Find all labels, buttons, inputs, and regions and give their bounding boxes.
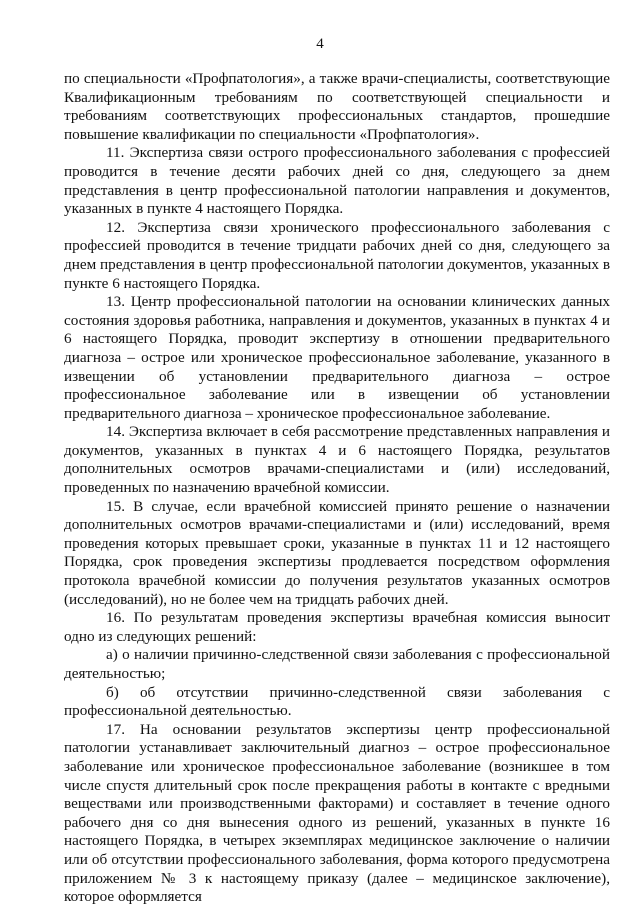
paragraph-16-b: б) об отсутствии причинно-следственной связи заболевания с профессиональной деятельностью. xyxy=(64,683,610,720)
page-number: 4 xyxy=(316,36,324,52)
paragraph-continuation: по специальности «Профпатология», а также врачи-специалисты, соответствующие Квалификационным требованиям по соответствующей специальности и требованиям соответствующих профессиональных стандартов, прошедшие повышение квалификации по специальности «Профпатология». xyxy=(64,70,610,143)
paragraph-14: 14. Экспертиза включает в себя рассмотрение представленных направления и документов, указанных в пунктах 4 и 6 настоящего Порядка, результатов дополнительных осмотров врачами-специалистами и (или) исследований, проведенных по назначению врачебной комиссии. xyxy=(64,423,610,497)
paragraph-17: 17. На основании результатов экспертизы центр профессиональной патологии устанавливает заключительный диагноз – острое профессиональное заболевание или хроническое профессиональное заболевание (возникшее в том числе спустя длительный срок после прекращения работы в контакте с вредными веществами или производственными факторами) и составляет в течение одного рабочего дня со дня вынесения одного из решений, указанных в пункте 16 настоящего Порядка, в четырех экземплярах медицинское заключение о наличии или об отсутствии профессионального заболевания, форма которого предусмотрена приложением № 3 к настоящему приказу (далее – медицинское заключение), которое оформляется xyxy=(64,720,610,906)
paragraph-16-a: а) о наличии причинно-следственной связи заболевания с профессиональной деятельностью; xyxy=(64,646,610,682)
paragraph-16: 16. По результатам проведения экспертизы врачебная комиссия выносит одно из следующих решений: xyxy=(64,609,610,645)
document-body xyxy=(64,70,610,907)
paragraph-11: 11. Экспертиза связи острого профессионального заболевания с профессией проводится в течение десяти рабочих дней со дня, следующего за днем представления в центр профессиональной патологии направления и документов, указанных в пункте 4 настоящего Порядка. xyxy=(64,144,610,218)
paragraph-15: 15. В случае, если врачебной комиссией принято решение о назначении дополнительных осмотров врачами-специалистами и (или) исследований, время проведения которых превышает сроки, указанные в пунктах 11 и 12 настоящего Порядка, срок проведения экспертизы продлевается посредством оформления протокола врачебной комиссии до получения результатов указанных осмотров (исследований), но не более чем на тридцать рабочих дней. xyxy=(64,497,610,608)
paragraph-12: 12. Экспертиза связи хронического профессионального заболевания с профессией проводится в течение тридцати рабочих дней со дня, следующего за днем представления в центр профессиональной патологии документов, указанных в пункте 6 настоящего Порядка. xyxy=(64,218,610,292)
paragraph-13: 13. Центр профессиональной патологии на основании клинических данных состояния здоровья работника, направления и документов, указанных в пунктах 4 и 6 настоящего Порядка, проводит экспертизу в отношении предварительного диагноза – острое или хроническое профессиональное заболевание, указанного в извещении об установлении предварительного диагноза – острое профессиональное заболевание или в извещении об установлении предварительного диагноза – хроническое профессиональное заболевание. xyxy=(64,293,610,422)
